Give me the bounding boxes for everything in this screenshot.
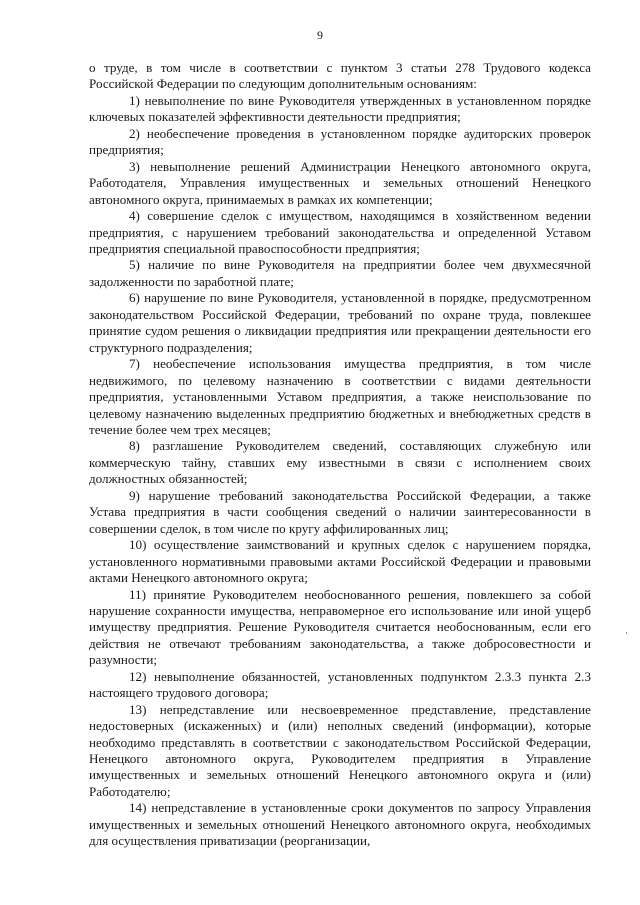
scan-margin-mark — [626, 632, 627, 634]
list-item-8: 8) разглашение Руководителем сведений, составляющих служебную или коммерческую тайну, ставших ему известными в связи с исполнением своих должностных обязанностей; — [89, 438, 591, 487]
paragraph-continuation: о труде, в том числе в соответствии с пунктом 3 статьи 278 Трудового кодекса Российской Федерации по следующим дополнительным основаниям: — [89, 60, 591, 92]
list-item-5: 5) наличие по вине Руководителя на предприятии более чем двухмесячной задолженности по заработной плате; — [89, 257, 591, 289]
document-body — [89, 60, 591, 850]
list-item-13: 13) непредставление или несвоевременное представление, представление недостоверных (искаженных) и (или) неполных сведений (информации), которые необходимо представлять в соответствии с законодательством Российской Федерации, Ненецкого автономного округа, Руководителем предприятия в Управление имущественных и земельных отношений Ненецкого автономного округа и (или) Работодателю; — [89, 701, 591, 799]
list-item-9: 9) нарушение требований законодательства Российской Федерации, а также Устава предприятия в части сообщения сведений о наличии заинтересованности в совершении сделок, в том числе по кругу аффилированных лиц; — [89, 487, 591, 536]
list-item-1: 1) невыполнение по вине Руководителя утвержденных в установленном порядке ключевых показателей эффективности деятельности предприятия; — [89, 92, 591, 125]
list-item-3: 3) невыполнение решений Администрации Ненецкого автономного округа, Работодателя, Управления имущественных и земельных отношений Ненецкого автономного округа, принимаемых в рамках их компетенции; — [89, 158, 591, 207]
page-number: 9 — [317, 28, 323, 42]
list-item-4: 4) совершение сделок с имуществом, находящимся в хозяйственном ведении предприятия, с нарушением требований законодательства и определенной Уставом предприятия специальной правоспособности предприятия; — [89, 208, 591, 256]
list-item-10: 10) осуществление заимствований и крупных сделок с нарушением порядка, установленного нормативными правовыми актами Российской Федерации и правовыми актами Ненецкого автономного округа; — [89, 537, 591, 586]
list-item-6: 6) нарушение по вине Руководителя, установленной в порядке, предусмотренном законодательством Российской Федерации, требований по охране труда, повлекшее принятие судом решения о ликвидации предприятия или прекращении деятельности его структурного подразделения; — [89, 290, 591, 355]
list-item-7: 7) необеспечение использования имущества предприятия, в том числе недвижимого, по целевому назначению в соответствии с видами деятельности предприятия, установленными Уставом предприятия, а также неиспользование по целевому назначению выделенных предприятию бюджетных и внебюджетных средств в течение более чем трех месяцев; — [89, 356, 591, 437]
list-item-11: 11) принятие Руководителем необоснованного решения, повлекшего за собой нарушение сохранности имущества, неправомерное его использование или иной ущерб имуществу предприятия. Решение Руководителя считается необоснованным, если его действия не отвечают требованиям законодательства, а также добросовестности и разумности; — [89, 586, 591, 668]
list-item-14: 14) непредставление в установленные сроки документов по запросу Управления имущественных и земельных отношений Ненецкого автономного округа, необходимых для осуществления приватизации (реорганизации, — [89, 800, 591, 849]
list-item-12: 12) невыполнение обязанностей, установленных подпунктом 2.3.3 пункта 2.3 настоящего трудового договора; — [89, 668, 591, 701]
list-item-2: 2) необеспечение проведения в установленном порядке аудиторских проверок предприятия; — [89, 125, 591, 158]
